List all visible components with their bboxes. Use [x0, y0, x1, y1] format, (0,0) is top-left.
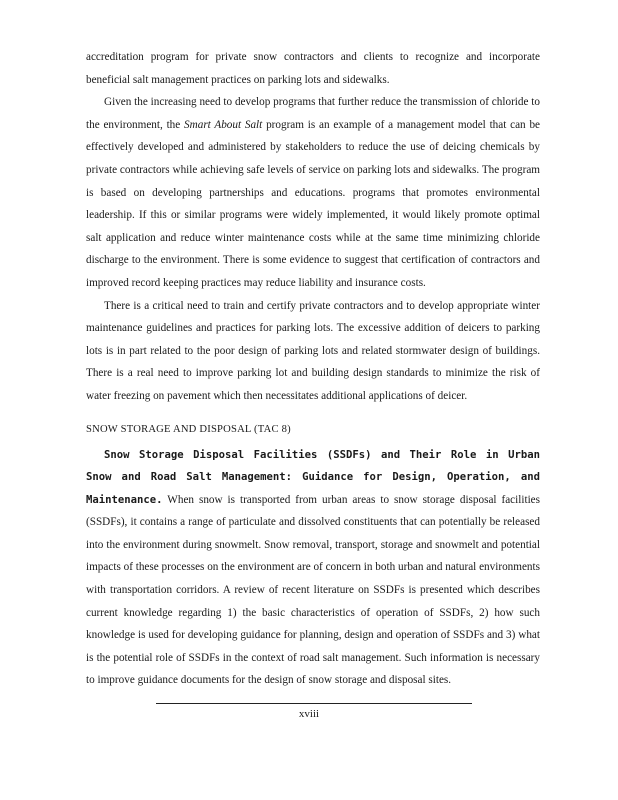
paragraph-text-lead: Given the increasing need to develop programs that further reduce the transmission of chloride to the environment, the [86, 96, 540, 131]
report-title: Snow Storage Disposal Facilities (SSDFs) and Their Role in Urban Snow and Road Salt Management: Guidance for Design, Operation, and Maintenance. [86, 448, 540, 506]
paragraph-smart-about-salt [86, 91, 540, 294]
paragraph-critical-need: There is a critical need to train and certify private contractors and to develop appropriate winter maintenance guidelines and practices for parking lots. The excessive addition of deicers to parking lots is in part related to the poor design of parking lots and related stormwater design of buildings. There is a real need to improve parking lot and building design standards to minimize the risk of water freezing on pavement which then necessitates additional applications of deicer. [86, 299, 540, 402]
document-body [86, 46, 540, 692]
page-number: xviii [298, 708, 320, 720]
paragraph-ssdf-body: When snow is transported from urban areas to snow storage disposal facilities (SSDFs), it contains a range of particulate and dissolved constituents that can potentially be released into the environment during snowmelt. Snow removal, transport, storage and snowmelt and potential impacts of these processes on the environment are of concern in both urban and natural environments with transportation corridors. A review of recent literature on SSDFs is presented which describes current knowledge regarding 1) the basic characteristics of operation of SSDFs, 2) how such knowledge is used for developing guidance for planning, design and operation of SSDFs and 3) what is the potential role of SSDFs in the context of road salt management. Such information is necessary to improve guidance documents for the design of snow storage and disposal sites. [86, 493, 540, 687]
program-name-italic: Smart About Salt [184, 118, 263, 131]
section-heading: SNOW STORAGE AND DISPOSAL (TAC 8) [86, 423, 291, 435]
paragraph-text-rest: program is an example of a management model that can be effectively developed and administered by stakeholders to reduce the use of deicing chemicals by private contractors while achieving safe levels of service on parking lots and sidewalks. The program is based on developing partnerships and educations. programs that promotes environmental leadership. If this or similar programs were widely implemented, it would likely promote optimal salt application and reduce winter maintenance costs while at the same time minimizing chloride discharge to the environment. There is some evidence to suggest that certification of contractors and improved record keeping practices may reduce liability and insurance costs. [86, 118, 540, 289]
paragraph-ssdf [86, 444, 540, 693]
paragraph-accreditation: accreditation program for private snow contractors and clients to recognize and incorporate beneficial salt management practices on parking lots and sidewalks. [86, 51, 540, 86]
footer-rule [156, 703, 472, 704]
